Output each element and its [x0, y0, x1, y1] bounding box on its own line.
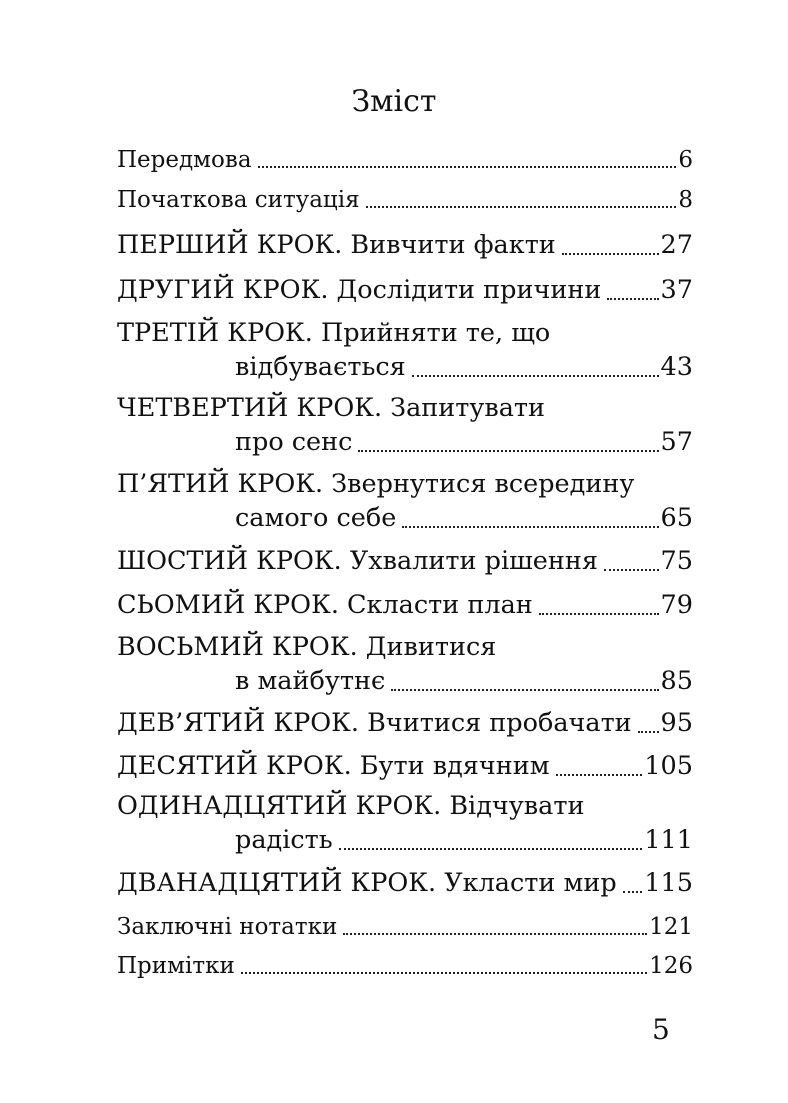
toc-entry-label: ДЕСЯТИЙ КРОК. Бути вдячним — [117, 751, 550, 781]
toc-entry-label: ВОСЬМИЙ КРОК. Дивитися — [117, 632, 497, 662]
toc-entry — [117, 588, 693, 622]
toc-entry-page: 27 — [660, 230, 693, 260]
toc-entry-label: ДВАНАДЦЯТИЙ КРОК. Укласти мир — [117, 868, 617, 898]
toc-entry-label: Заключні нотатки — [117, 914, 338, 940]
dot-leader — [339, 823, 643, 857]
toc-entry-label: ЧЕТВЕРТИЙ КРОК. Запитувати — [117, 393, 546, 423]
toc-entry-page: 75 — [660, 546, 693, 576]
toc-entry-label: Передмова — [117, 147, 252, 173]
toc-entry-label: ОДИНАДЦЯТИЙ КРОК. Відчувати — [117, 791, 585, 821]
toc-entry-continuation: в майбутнє — [235, 666, 386, 696]
toc-entry — [117, 228, 693, 262]
toc-entry — [235, 501, 693, 535]
toc-entry-continuation: самого себе — [235, 503, 397, 533]
toc-entry — [117, 866, 693, 900]
toc-entry — [235, 823, 693, 857]
dot-leader — [623, 866, 643, 900]
toc-entry — [117, 185, 693, 215]
toc-entry-page: 105 — [644, 751, 693, 781]
toc-entry-label: ДЕВ’ЯТИЙ КРОК. Вчитися пробачати — [117, 708, 632, 738]
toc-entry-continuation: радість — [235, 825, 333, 855]
dot-leader — [366, 185, 677, 215]
toc-entry-label: ПЕРШИЙ КРОК. Вивчити факти — [117, 230, 556, 260]
toc-entry-page: 57 — [660, 427, 693, 457]
dot-leader — [402, 501, 658, 535]
toc-entry-page: 121 — [649, 914, 693, 940]
toc-entry-page: 6 — [678, 147, 693, 173]
toc-entry-label: ШОСТИЙ КРОК. Ухвалити рішення — [117, 546, 598, 576]
toc-entry-continuation: про сенс — [235, 427, 353, 457]
toc-entry-label: Початкова ситуація — [117, 187, 360, 213]
toc-entry-label: ТРЕТІЙ КРОК. Прийняти те, що — [117, 318, 551, 348]
toc-entry-label: ДРУГИЙ КРОК. Дослідити причини — [117, 275, 602, 305]
toc-entry — [235, 425, 693, 459]
dot-leader — [604, 544, 659, 578]
toc-entry-page: 43 — [660, 352, 693, 382]
toc-entry-page: 126 — [649, 953, 693, 979]
toc-entry-page: 79 — [660, 590, 693, 620]
dot-leader — [241, 951, 647, 981]
toc-entry-page: 95 — [660, 708, 693, 738]
dot-leader — [607, 273, 658, 307]
toc-entry — [235, 664, 693, 698]
toc-entry-label: СЬОМИЙ КРОК. Скласти план — [117, 590, 533, 620]
toc-entry — [117, 912, 693, 942]
toc-entry — [117, 145, 693, 175]
toc-entry — [117, 951, 693, 981]
toc-entry-label: Примітки — [117, 953, 235, 979]
dot-leader — [343, 912, 647, 942]
dot-leader — [638, 706, 659, 740]
toc-entry — [117, 273, 693, 307]
dot-leader — [412, 350, 659, 384]
dot-leader — [556, 749, 643, 783]
toc-entry-page: 37 — [660, 275, 693, 305]
page-title: Зміст — [351, 84, 437, 119]
toc-entry-page: 115 — [644, 868, 693, 898]
toc-entry-label: П’ЯТИЙ КРОК. Звернутися всередину — [117, 469, 635, 499]
page-number: 5 — [652, 1013, 670, 1046]
dot-leader — [539, 588, 659, 622]
toc-entry — [117, 749, 693, 783]
dot-leader — [258, 145, 677, 175]
toc-entry-continuation: відбувається — [235, 352, 406, 382]
toc-entry — [117, 544, 693, 578]
toc-entry-page: 85 — [660, 666, 693, 696]
toc-entry-page: 8 — [678, 187, 693, 213]
dot-leader — [562, 228, 659, 262]
dot-leader — [391, 664, 658, 698]
toc-entry-page: 65 — [660, 503, 693, 533]
toc-entry — [117, 706, 693, 740]
dot-leader — [358, 425, 658, 459]
toc-entry — [235, 350, 693, 384]
toc-entry-page: 111 — [644, 825, 693, 855]
